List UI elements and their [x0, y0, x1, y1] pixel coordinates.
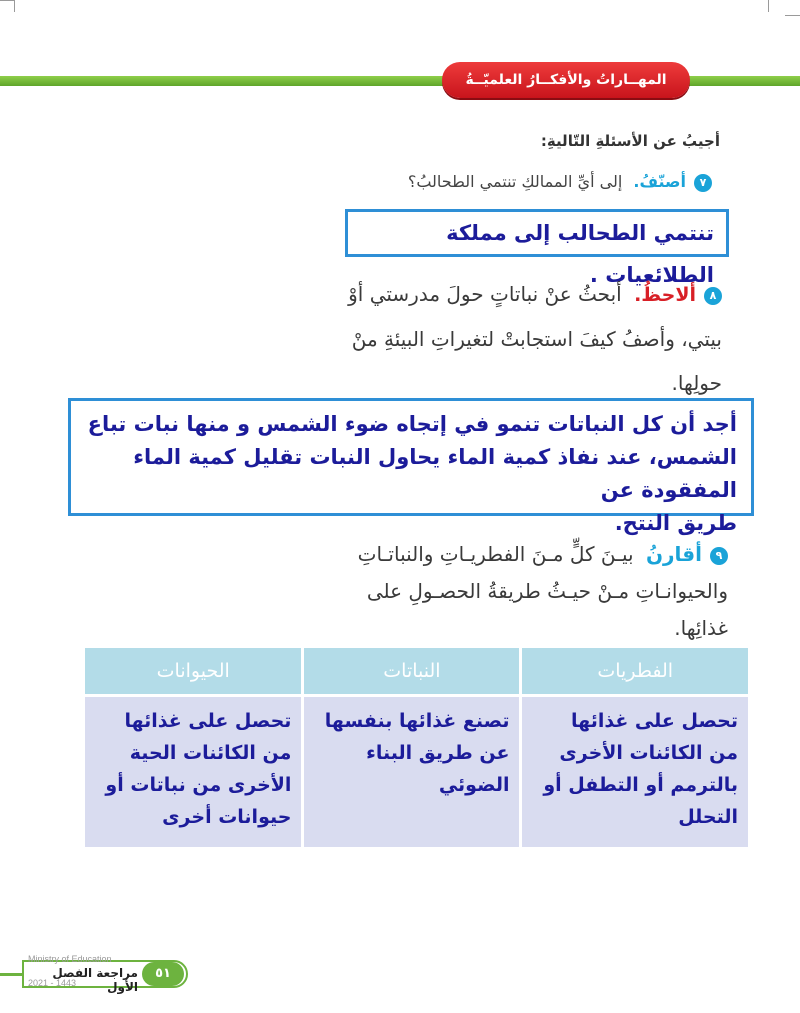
cell-fungi-line: من الكائنات الأخرى: [559, 742, 738, 764]
question-8-skill: ألاحظُ.: [634, 284, 696, 306]
table-header-row: [85, 648, 748, 697]
cell-animals-line: من الكائنات الحية: [129, 742, 292, 764]
section-banner-title: المهــاراتُ والأفكــارُ العلميّــةُ: [465, 72, 667, 88]
question-7-text: إلى أيِّ الممالكِ تنتمي الطحالبُ؟: [407, 172, 623, 191]
instructions: أجيبُ عن الأسئلةِ التّاليةِ:: [540, 132, 720, 150]
section-banner: [442, 62, 690, 98]
cell-animals: [85, 697, 301, 847]
answer-8-line-1: أجد أن كل النباتات تنمو في إتجاه ضوء الشمس و منها نبات تباع: [87, 412, 737, 436]
cell-plants: [304, 697, 519, 847]
cell-plants-line: الضوئي: [438, 774, 510, 796]
question-9-line-1-text: بيـنَ كلٍّ مـنَ الفطريـاتِ والنباتـاتِ: [357, 542, 634, 566]
cell-animals-line: تحصل على غذائها: [124, 710, 292, 732]
page-number: ٥١: [142, 962, 184, 986]
cell-fungi: [522, 697, 748, 847]
footer-rule: [0, 973, 22, 976]
footer-chapter: مراجعة الفصل الأول: [52, 966, 138, 994]
cell-fungi-line: التحلل: [678, 806, 738, 828]
answer-box-7: [345, 209, 729, 287]
answer-box-8: [68, 398, 754, 535]
question-9-line-3: غذائِها.: [674, 616, 728, 640]
header-fungi: الفطريات: [522, 648, 748, 697]
comparison-table: [82, 648, 751, 847]
question-9-line-1: [168, 536, 728, 573]
cell-animals-line: حيوانات أخرى: [162, 806, 292, 828]
question-number-9: ٩: [710, 547, 728, 565]
question-8-line-1-text: أبحثُ عنْ نباتاتٍ حولَ مدرستي أوْ: [348, 282, 622, 306]
cell-plants-line: عن طريق البناء: [366, 742, 510, 764]
watermark-ministry: Ministry of Education: [28, 954, 112, 964]
header-animals: الحيوانات: [85, 648, 301, 697]
question-7: [152, 172, 712, 192]
question-8-line-3: حولِها.: [671, 371, 722, 395]
crop-mark-right-v: [768, 0, 769, 12]
question-9-skill: أقارنُ: [645, 542, 702, 566]
cell-fungi-line: بالترمم أو التطفل أو: [543, 774, 738, 796]
cell-animals-line: الأخرى من نباتات أو: [105, 774, 292, 796]
answer-7-text: تنتمي الطحالب إلى مملكة الطلائعيات .: [446, 221, 714, 287]
table-row: [85, 697, 748, 847]
question-7-skill: أصنّفُ.: [633, 172, 686, 191]
question-9-line-2: والحيوانـاتِ مـنْ حيـثُ طريقةُ الحصـولِ على: [366, 579, 728, 603]
watermark-year: 2021 - 1443: [28, 978, 77, 988]
question-number-7: ٧: [694, 174, 712, 192]
question-8-line-1: [162, 272, 722, 317]
header-plants: النباتات: [304, 648, 519, 697]
crop-mark-left: [0, 0, 14, 1]
question-number-8: ٨: [704, 287, 722, 305]
cell-fungi-line: تحصل على غذائها: [571, 710, 738, 732]
question-8-line-2: بيتي، وأصفُ كيفَ استجابتْ لتغيراتِ البيئةِ منْ: [351, 327, 722, 351]
crop-mark-left-v: [14, 0, 15, 12]
question-9: [168, 536, 728, 647]
cell-plants-line: تصنع غذائها بنفسها: [324, 710, 510, 732]
crop-mark-right: [785, 15, 800, 16]
question-8: [162, 272, 722, 405]
answer-8-line-2: الشمس، عند نفاذ كمية الماء يحاول النبات تقليل كمية الماء المفقودة عن: [133, 445, 737, 502]
answer-8-line-3: طريق النتح.: [614, 511, 737, 535]
